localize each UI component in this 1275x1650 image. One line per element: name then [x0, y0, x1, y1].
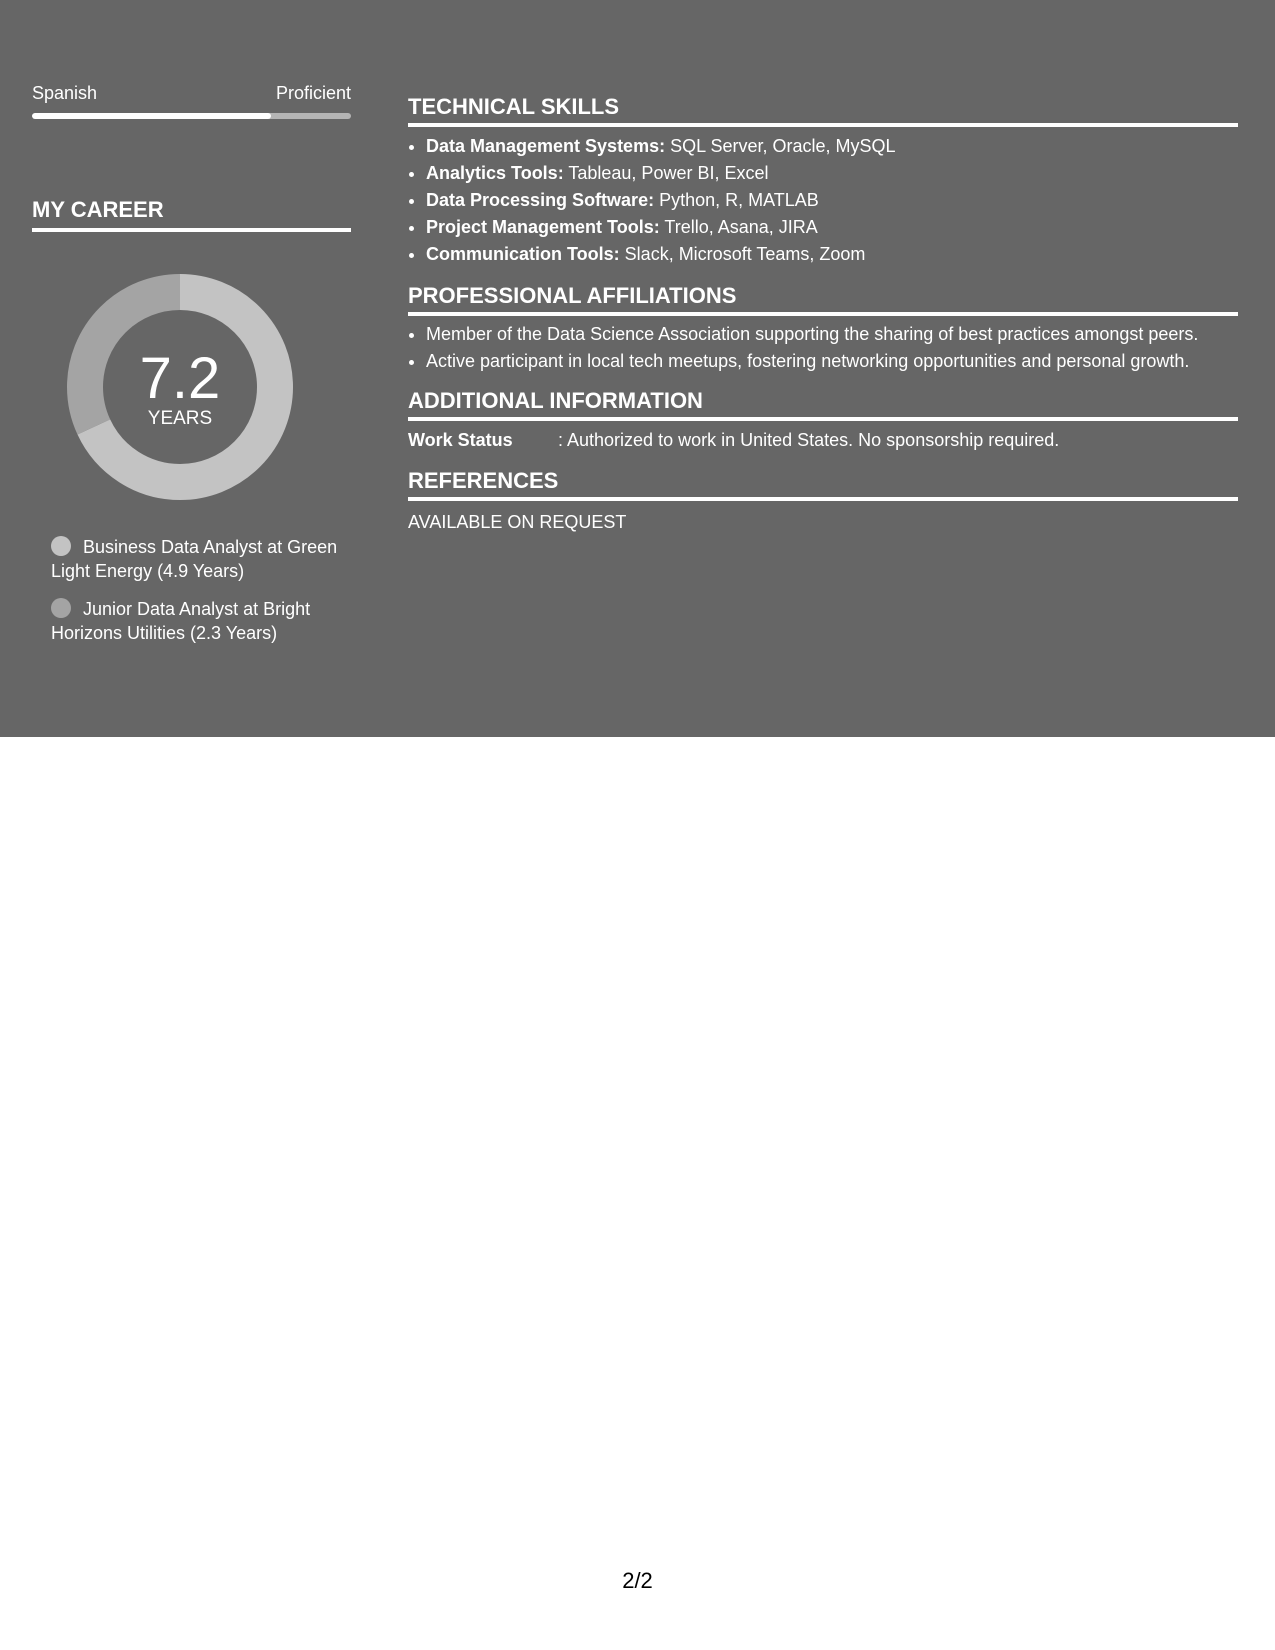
- language-level: Proficient: [275, 83, 351, 103]
- technical-skills-list: [408, 133, 1238, 268]
- affiliations-section: [408, 282, 1238, 373]
- references-heading: REFERENCES: [408, 467, 1238, 501]
- skill-item: [426, 241, 1238, 268]
- affiliation-item: • Member of the Data Science Association supporting the sharing of best practices amongst peers.: [426, 322, 1238, 346]
- legend-label: Junior Data Analyst at Bright Horizons Utilities (2.3 Years): [51, 599, 311, 643]
- work-status-row: [408, 427, 1238, 453]
- career-heading: MY CAREER: [32, 196, 351, 232]
- references-section: [408, 467, 1238, 535]
- legend-dot-icon: [51, 598, 71, 618]
- legend-dot-icon: [51, 536, 71, 556]
- page-number: 2/2: [622, 1568, 653, 1593]
- right-column: [408, 93, 1238, 535]
- work-status-value: : Authorized to work in United States. No sponsorship required.: [558, 430, 1060, 450]
- references-text: AVAILABLE ON REQUEST: [408, 512, 627, 532]
- legend-label: Business Data Analyst at Green Light Energy (4.9 Years): [51, 537, 338, 581]
- technical-skills-section: [408, 93, 1238, 268]
- additional-information-section: [408, 387, 1238, 453]
- skill-label: Analytics Tools:: [426, 163, 564, 183]
- language-row: [32, 82, 351, 104]
- career-donut-center: [65, 272, 295, 502]
- career-total-years: 7.2: [139, 346, 221, 411]
- skill-value: Slack, Microsoft Teams, Zoom: [619, 244, 866, 264]
- skill-item: [426, 187, 1238, 214]
- additional-information-heading: ADDITIONAL INFORMATION: [408, 387, 1238, 421]
- legend-item: [51, 535, 341, 583]
- resume-panel: [0, 0, 1275, 737]
- affiliation-item: • Active participant in local tech meetups, fostering networking opportunities and personal growth.: [426, 349, 1238, 373]
- affiliations-list: [408, 322, 1238, 373]
- skill-label: Data Management Systems:: [426, 136, 666, 156]
- skill-label: Communication Tools:: [426, 244, 620, 264]
- career-total-unit: YEARS: [147, 408, 213, 429]
- language-proficiency-fill: [32, 113, 271, 119]
- skill-label: Data Processing Software:: [426, 190, 655, 210]
- technical-skills-heading: TECHNICAL SKILLS: [408, 93, 1238, 127]
- legend-item: [51, 597, 341, 645]
- language-name: Spanish: [32, 83, 98, 103]
- skill-label: Project Management Tools:: [426, 217, 660, 237]
- language-proficiency-bar: [32, 113, 351, 119]
- skill-value: Tableau, Power BI, Excel: [563, 163, 769, 183]
- skill-value: Python, R, MATLAB: [654, 190, 819, 210]
- affiliations-heading: PROFESSIONAL AFFILIATIONS: [408, 282, 1238, 316]
- skill-value: SQL Server, Oracle, MySQL: [665, 136, 896, 156]
- skill-value: Trello, Asana, JIRA: [659, 217, 818, 237]
- skill-item: [426, 160, 1238, 187]
- career-legend: [51, 535, 341, 659]
- work-status-label: Work Status: [408, 430, 513, 450]
- skill-item: [426, 133, 1238, 160]
- skill-item: [426, 214, 1238, 241]
